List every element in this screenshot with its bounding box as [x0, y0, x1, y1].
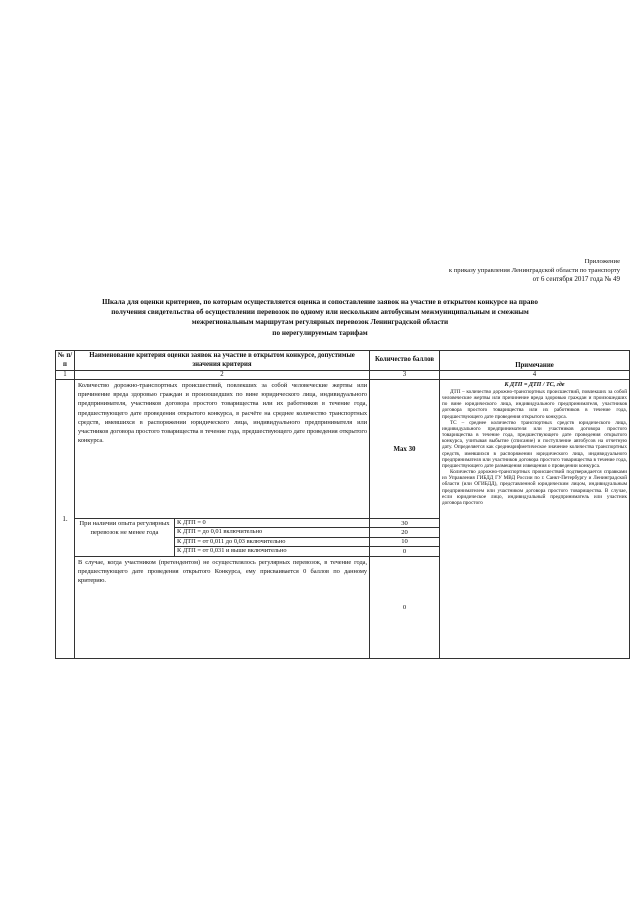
- table-header-row: [56, 351, 630, 371]
- scale-score: 30: [370, 519, 440, 528]
- column-number: 4: [440, 371, 630, 380]
- scale-score: 0: [370, 547, 440, 556]
- appendix-order: к приказу управления Ленинградской области по транспорту: [448, 267, 620, 274]
- scale-condition: К ДТП = от 0,011 до 0,03 включительно: [175, 537, 370, 546]
- appendix-header: [360, 257, 620, 284]
- criteria-table: [55, 350, 630, 659]
- scale-score: 20: [370, 528, 440, 537]
- appendix-label: Приложение: [584, 258, 620, 265]
- note-paragraph: ТС – среднее количество транспортных средств юридического лица, индивидуального предпринимателя или участников договора простого товарищества в течение года, предшествующего дате проведения открытого конкурса, учитывая выбытие (списание) и поступление автобусов на отчетную дату. Определяется как среднеарифметическое значение количества транспортных средств, имевшихся в распоряжении юридического лица, индивидуального предпринимателя или участников договора простого товарищества в течение года, предшествующего дате размещения извещения о проведении конкурса.: [442, 419, 627, 469]
- no-experience-score: 0: [370, 556, 440, 658]
- scale-score: 10: [370, 537, 440, 546]
- no-experience-text: В случае, когда участником (претендентом) не осуществлялось регулярных перевозок, в течение года, предшествующего дате проведения открытого Конкурса, ему присваивается 0 баллов по данному критерию.: [75, 556, 370, 658]
- header-num: № п/п: [56, 351, 75, 371]
- title-line-2: получения свидетельства об осуществлении перевозок по одному или нескольким автобусным межмуниципальным и смежным: [111, 308, 529, 317]
- header-note: Примечание: [440, 351, 630, 371]
- header-points: Количество баллов: [370, 351, 440, 371]
- criterion-description: Количество дорожно-транспортных происшествий, повлекших за собой человеческие жертвы или причинение вреда здоровью граждан и произошедших по вине юридического лица, индивидуального предпринимателя, участников договора простого товарищества или их работников в течение года, предшествующего дате проведения открытого конкурса, в расчёте на среднее количество транспортных средств, имевшихся в распоряжении юридического лица, индивидуального предпринимателя или участников договора простого товарищества в течение года, предшествующего дате проведения открытого конкурса.: [75, 380, 370, 519]
- scale-condition-label: При наличии опыта регулярных перевозок не менее года: [75, 519, 175, 557]
- note-formula: К ДТП = ДТП / ТС, где: [504, 382, 565, 388]
- table-row: [56, 380, 630, 519]
- header-name: Наименование критерия оценки заявок на участие в открытом конкурсе, допустимые значения критерия: [75, 351, 370, 371]
- title-line-1: Шкала для оценки критериев, по которым осуществляется оценка и сопоставление заявок на участие в открытом конкурсе на право: [102, 298, 538, 306]
- scale-condition: К ДТП = от 0,031 и выше включительно: [175, 547, 370, 556]
- column-number-row: [56, 371, 630, 380]
- scale-condition: К ДТП = до 0,01 включительно: [175, 528, 370, 537]
- column-number: 1: [56, 371, 75, 380]
- note-paragraph: ДТП – количество дорожно-транспортных происшествий, повлекших за собой человеческие жертвы или причинение вреда здоровью граждан и произошедших по вине юридического лица, индивидуального предпринимателя, участников договора простого товарищества или их работников в течение года, предшествующего дате проведения открытого конкурса.: [442, 389, 627, 420]
- appendix-date: от 6 сентября 2017 года № 49: [532, 275, 620, 283]
- note-cell: [440, 380, 630, 659]
- note-paragraph: Количество дорожно-транспортных происшествий подтверждается справками из Управления ГИБДД ГУ МВД России по г. Санкт-Петербургу и Ленинградской области (или ОГИБДД), представленной юридическим лицом, индивидуальным предпринимателем или участником договора простого товарищества. В случае, если юридическое лицо, индивидуальный предприниматель или участник договора простого: [442, 469, 627, 506]
- title-line-4: по нерегулируемым тарифам: [272, 328, 368, 337]
- column-number: 3: [370, 371, 440, 380]
- column-number: 2: [75, 371, 370, 380]
- max-points: Max 30: [370, 380, 440, 519]
- document-title: [36, 297, 604, 338]
- title-line-3: межрегиональным маршрутам регулярных перевозок Ленинградской области: [191, 318, 449, 327]
- note-content: [442, 381, 627, 601]
- row-number: 1.: [56, 380, 75, 659]
- scale-condition: К ДТП = 0: [175, 519, 370, 528]
